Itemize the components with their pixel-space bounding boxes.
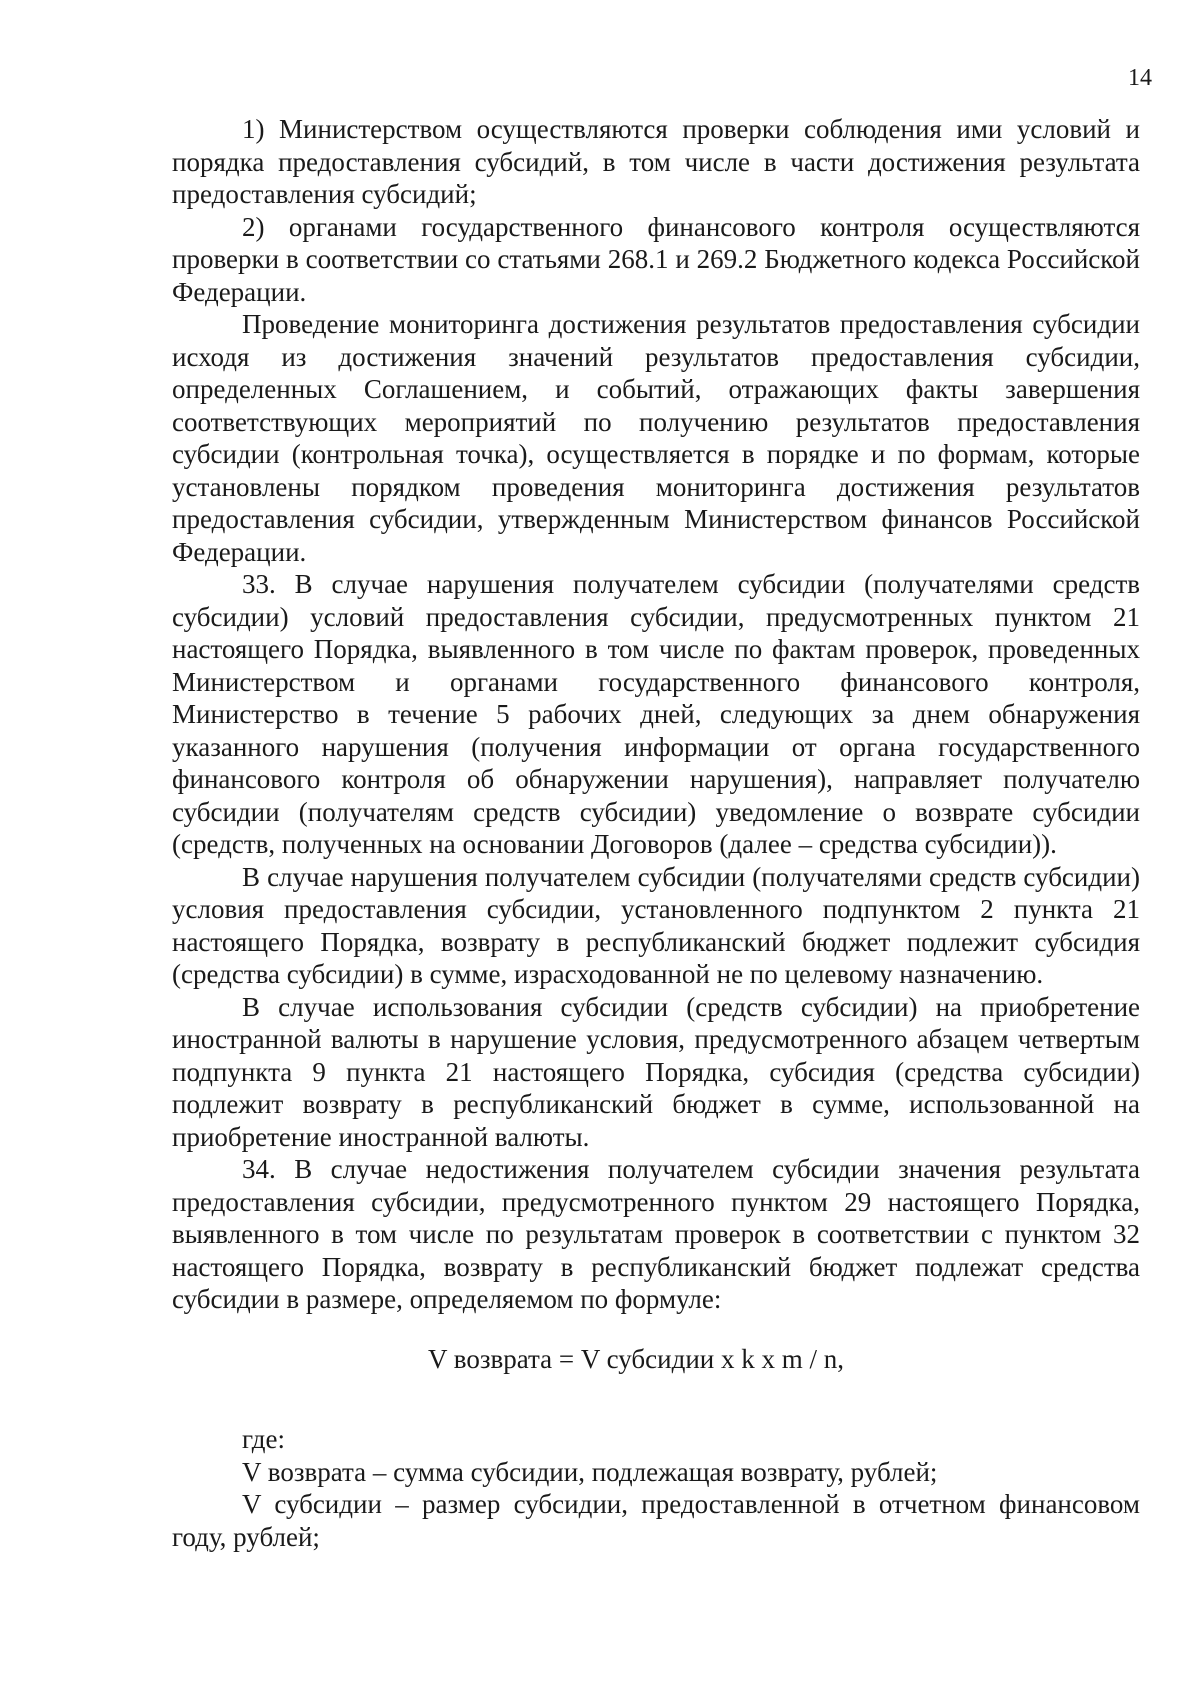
paragraph-item-1: 1) Министерством осуществляются проверки соблюдения ими условий и порядка предоставления субсидий, в том числе в части достижения результата предоставления субсидий; (172, 114, 1140, 209)
paragraph-33: 33. В случае нарушения получателем субсидии (получателями средств субсидии) условий предоставления субсидии, предусмотренных пунктом 21 настоящего Порядка, выявленного в том числе по фактам проверок, проведенных Министерством и органами государственного финансового контроля, Министерство в течение 5 рабочих дней, следующих за днем обнаружения указанного нарушения (получения информации от органа государственного финансового контроля об обнаружении нарушения), направляет получателю субсидии (получателям средств субсидии) уведомление о возврате субсидии (средств, полученных на основании Договоров (далее – средства субсидии)). (172, 569, 1140, 859)
return-formula: V возврата = V субсидии x k x m / n, (428, 1343, 844, 1374)
paragraph-violation-condition: В случае нарушения получателем субсидии (получателями средств субсидии) условия предоставления субсидии, установленного подпунктом 2 пункта 21 настоящего Порядка, возврату в республиканский бюджет подлежит субсидия (средства субсидии) в сумме, израсходованной не по целевому назначению. (172, 861, 1140, 989)
paragraph-34: 34. В случае недостижения получателем субсидии значения результата предоставления субсидии, предусмотренного пунктом 29 настоящего Порядка, выявленного в том числе по результатам проверок в соответствии с пунктом 32 настоящего Порядка, возврату в республиканский бюджет подлежат средства субсидии в размере, определяемом по формуле: (172, 1154, 1140, 1314)
paragraph-item-2: 2) органами государственного финансового контроля осуществляются проверки в соответствии со статьями 268.1 и 269.2 Бюджетного кодекса Российской Федерации. (172, 211, 1140, 307)
where-label: где: (242, 1424, 285, 1454)
paragraph-monitoring: Проведение мониторинга достижения результатов предоставления субсидии исходя из достижения значений результатов предоставления субсидии, определенных Соглашением, и событий, отражающих факты завершения соответствующих мероприятий по получению результатов предоставления субсидии (контрольная точка), осуществляется в порядке и по формам, которые установлены порядком проведения мониторинга достижения результатов предоставления субсидии, утвержденным Министерством финансов Российской Федерации. (172, 309, 1140, 567)
definition-v-return: V возврата – сумма субсидии, подлежащая возврату, рублей; (242, 1456, 938, 1487)
definition-v-subsidy: V субсидии – размер субсидии, предоставленной в отчетном финансовом году, рублей; (172, 1489, 1140, 1552)
page-number: 14 (1128, 65, 1152, 91)
paragraph-foreign-currency: В случае использования субсидии (средств субсидии) на приобретение иностранной валюты в нарушение условия, предусмотренного абзацем четвертым подпункта 9 пункта 21 настоящего Порядка, субсидия (средства субсидии) подлежит возврату в республиканский бюджет в сумме, использованной на приобретение иностранной валюты. (172, 991, 1140, 1152)
document-body (172, 113, 1140, 1553)
